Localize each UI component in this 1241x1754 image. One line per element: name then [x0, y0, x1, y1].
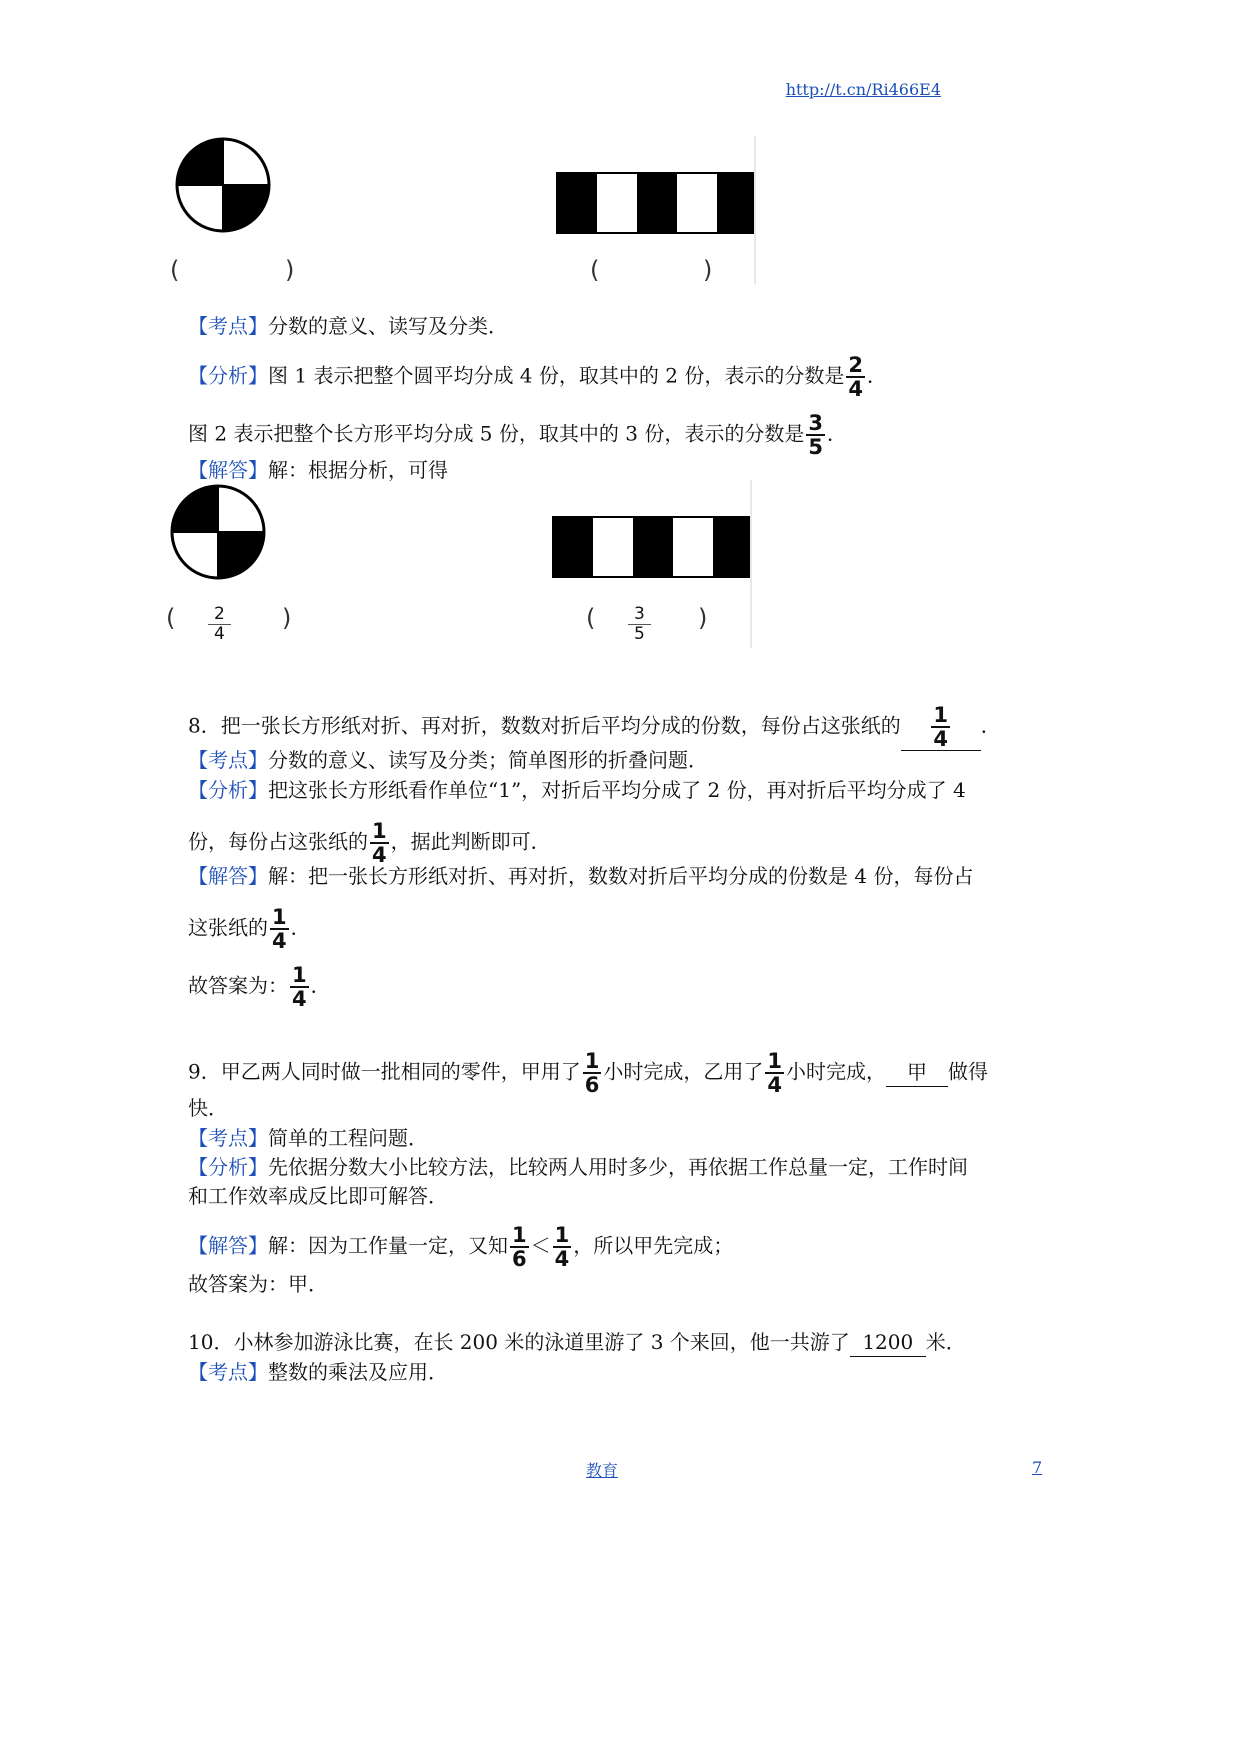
- q8-answer-line: 故答案为： $\frac{1}{4}$ ．: [188, 963, 331, 1011]
- q9-answer-line: 故答案为：甲．: [188, 1272, 328, 1296]
- open-paren-3: (: [166, 604, 176, 632]
- q8-fenxi-line2: 份，每份占这张纸的 $\frac{1}{4}$ ，据此判断即可．: [188, 819, 551, 867]
- rectangle-figure-1: [556, 172, 756, 238]
- close-paren-3: ): [282, 604, 292, 632]
- q7-kaodian: 【考点】分数的意义、读写及分类．: [188, 314, 508, 338]
- open-paren-4: (: [586, 604, 596, 632]
- q10-question: 10．小林参加游泳比赛，在长 200 米的泳道里游了 3 个来回，他一共游了 1200 米．: [188, 1328, 966, 1357]
- q7-jieda: 【解答】解：根据分析，可得: [188, 458, 448, 482]
- q8-kaodian: 【考点】分数的意义、读写及分类；简单图形的折叠问题．: [188, 748, 708, 772]
- close-paren-4: ): [698, 604, 708, 632]
- open-paren-2: (: [590, 256, 600, 284]
- q10-kaodian: 【考点】整数的乘法及应用．: [188, 1360, 448, 1384]
- circle-figure-1: [175, 137, 271, 237]
- q9-fenxi-line1: 【分析】先依据分数大小比较方法，比较两人用时多少，再依据工作总量一定，工作时间: [188, 1155, 968, 1179]
- fraction-3-5: $\frac{3}{5}$: [808, 411, 823, 459]
- answer-fraction-3-5: $\frac{3}{5}$: [628, 605, 651, 644]
- circle-figure-2: [170, 484, 266, 584]
- q9-fenxi-line2: 和工作效率成反比即可解答．: [188, 1184, 448, 1208]
- q7-fenxi-line1: 【分析】图 1 表示把整个圆平均分成 4 份，取其中的 2 份，表示的分数是 $\frac{2}{4}$ ．: [188, 353, 887, 401]
- q8-question: 8．把一张长方形纸对折、再对折，数数对折后平均分成的份数，每份占这张纸的 $\frac{1}{4}$ ．: [188, 703, 1001, 751]
- footer-link[interactable]: 教育: [586, 1461, 619, 1480]
- q8-jieda-line1: 【解答】解：把一张长方形纸对折、再对折，数数对折后平均分成的份数是 4 份，每份占: [188, 864, 974, 888]
- close-paren-1: ): [285, 256, 295, 284]
- q9-question: 9．甲乙两人同时做一批相同的零件，甲用了 $\frac{1}{6}$ 小时完成，乙用了 $\frac{1}{4}$ 小时完成， 甲 做得: [188, 1049, 988, 1097]
- figure-divider-1: [754, 136, 756, 284]
- q9-kaodian: 【考点】简单的工程问题．: [188, 1126, 428, 1150]
- q7-fenxi-line2: 图 2 表示把整个长方形平均分成 5 份，取其中的 3 份，表示的分数是 $\frac{3}{5}$ ．: [188, 411, 847, 459]
- q9-question-cont: 快．: [188, 1096, 228, 1120]
- page-number: 7: [1032, 1458, 1043, 1477]
- q8-jieda-line2: 这张纸的 $\frac{1}{4}$ ．: [188, 905, 311, 953]
- close-paren-2: ): [703, 256, 713, 284]
- q8-fenxi-line1: 【分析】把这张长方形纸看作单位“1”，对折后平均分成了 2 份，再对折后平均分成了 4: [188, 778, 966, 802]
- open-paren-1: (: [170, 256, 180, 284]
- rectangle-figure-2: [552, 516, 752, 582]
- fraction-2-4: $\frac{2}{4}$: [848, 353, 863, 401]
- figure-divider-2: [750, 480, 752, 648]
- q9-jieda: 【解答】解：因为工作量一定，又知 $\frac{1}{6}$ ＜ $\frac{1}{4}$ ，所以甲先完成；: [188, 1223, 734, 1271]
- answer-fraction-2-4: $\frac{2}{4}$: [208, 605, 231, 644]
- header-link[interactable]: http://t.cn/Ri466E4: [785, 80, 941, 99]
